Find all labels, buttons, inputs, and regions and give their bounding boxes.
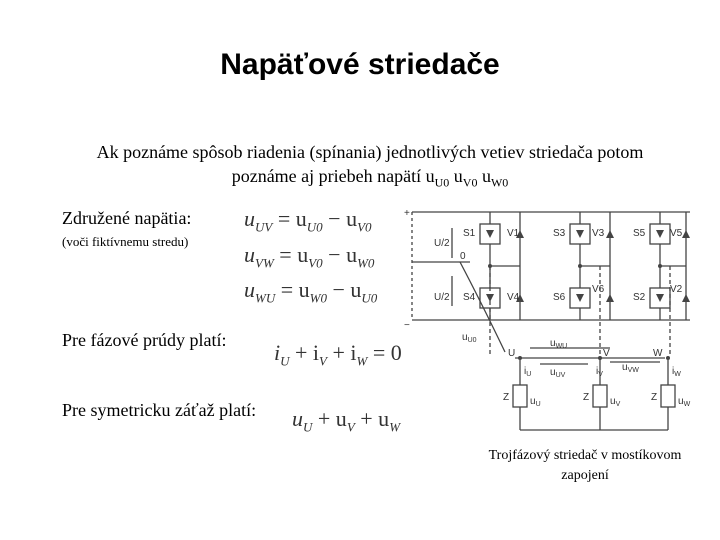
equation-vw: $u_{VW} = u_{V0} - u_{W0}$ xyxy=(244,242,375,271)
inverter-circuit-diagram xyxy=(400,200,700,440)
half-voltage-bottom-label: U/2 xyxy=(434,292,450,303)
load-z-v-label: Z xyxy=(583,392,590,403)
diode-v6-label: V6 xyxy=(592,284,605,295)
u-uv-label: $u_{UV}$ xyxy=(550,367,566,379)
switch-s4-label: S4 xyxy=(463,292,476,303)
current-iv-label: $i_V$ xyxy=(596,366,603,378)
half-voltage-top-label: U/2 xyxy=(434,238,450,249)
plus-terminal-label: + xyxy=(404,208,410,219)
intro-text xyxy=(40,140,700,195)
phase-v-node-label: V xyxy=(603,348,610,359)
diode-v4-label: V4 xyxy=(507,292,520,303)
load-z-w-label: Z xyxy=(651,392,658,403)
diagram-caption xyxy=(470,446,700,486)
phase-voltage-w-label: $u_W$ xyxy=(678,396,691,408)
u-vw-label: $u_{VW}$ xyxy=(622,362,639,374)
phase-u-node-label: U xyxy=(508,348,516,359)
intro-line-1: Ak poznáme spôsob riadenia (spínania) jednotlivých vetiev striedača potom xyxy=(96,142,644,162)
u-u0-label: $u_{U0}$ xyxy=(462,332,477,344)
phase-voltage-u-label: $u_U$ xyxy=(530,396,541,408)
current-iw-label: $i_W$ xyxy=(672,366,681,378)
caption-line-1: Trojfázový striedač v mostíkovom xyxy=(488,448,682,463)
switch-s5-label: S5 xyxy=(633,228,646,239)
equation-wu: $u_{WU} = u_{W0} - u_{U0}$ xyxy=(244,277,378,306)
caption-line-2: zapojení xyxy=(561,468,609,483)
switch-s1-label: S1 xyxy=(463,228,476,239)
midpoint-label: 0 xyxy=(460,251,466,262)
minus-terminal-label: − xyxy=(404,320,410,331)
page-title: Napäťové striedače xyxy=(220,48,500,81)
symmetric-load-label: Pre symetricku záťaž platí: xyxy=(62,400,257,420)
switch-s3-label: S3 xyxy=(553,228,566,239)
line-voltages-label: Združené napätia: xyxy=(62,208,192,228)
current-iu-label: $i_U$ xyxy=(524,366,532,378)
phase-voltage-v-label: $u_V$ xyxy=(610,396,621,408)
diode-v1-label: V1 xyxy=(507,228,520,239)
phase-w-node-label: W xyxy=(653,348,663,359)
u-wu-label: $u_{WU}$ xyxy=(550,338,568,350)
equation-uv: $u_{UV} = u_{U0} - u_{V0}$ xyxy=(244,206,372,235)
intro-line-2: poznáme aj priebeh napätí $u_{U0}$ $u_{V0}$ $u_{W0}$ xyxy=(231,166,509,190)
switch-s2-label: S2 xyxy=(633,292,646,303)
diode-v5-label: V5 xyxy=(670,228,683,239)
equation-currents: $i_U + i_V + i_W = 0$ xyxy=(274,340,402,369)
load-z-u-label: Z xyxy=(503,392,510,403)
diode-v2-label: V2 xyxy=(670,284,683,295)
phase-currents-label: Pre fázové prúdy platí: xyxy=(62,330,227,350)
equation-voltages: $u_U + u_V + u_W$ xyxy=(292,406,401,435)
line-voltages-note: (voči fiktívnemu stredu) xyxy=(62,234,189,249)
switch-s6-label: S6 xyxy=(553,292,566,303)
diode-v3-label: V3 xyxy=(592,228,605,239)
